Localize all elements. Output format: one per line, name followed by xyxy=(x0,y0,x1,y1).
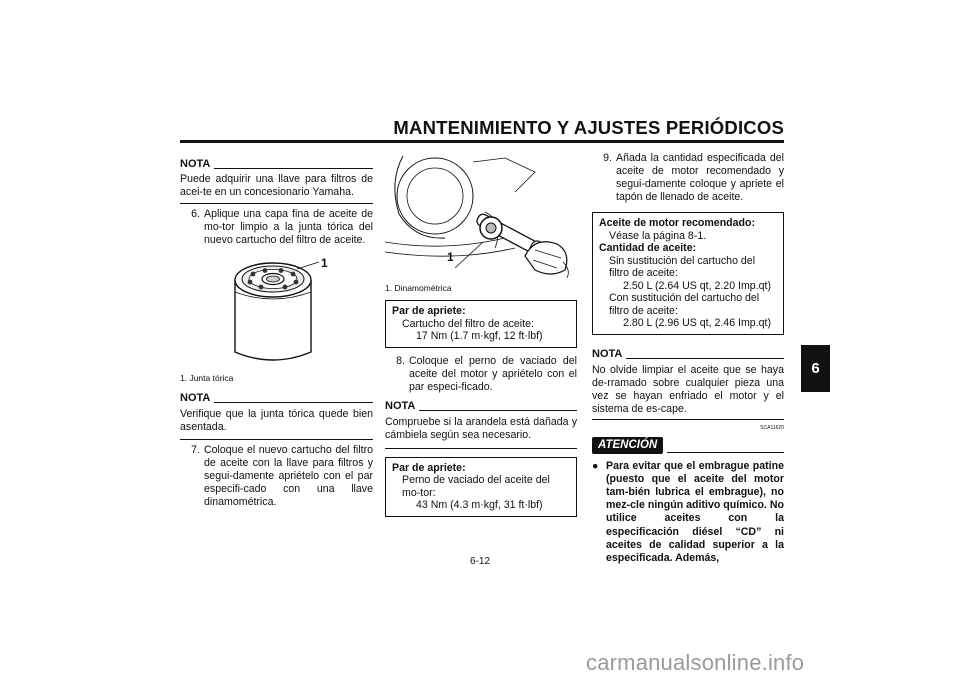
nota-text: No olvide limpiar el aceite que se haya de-rramado sobre cualquier pieza una vez se hayan enfriado el motor y el sistema de es-cape. xyxy=(592,363,784,415)
nota-heading xyxy=(180,392,373,405)
step-number: 9. xyxy=(603,152,612,164)
step-9 xyxy=(592,152,784,204)
title-rule xyxy=(180,140,784,143)
column-2 xyxy=(385,300,577,517)
step-7 xyxy=(180,444,373,509)
nota-end-rule xyxy=(385,448,577,449)
bullet-text: Para evitar que el embrague patine (puesto que el aceite del motor tam-bién lubrica el embrague), no mez-cle ningún aditivo químico. No utilice aceites con la especificación diésel “CD” ni aceites de calidad superior a la especificada. Además, xyxy=(606,459,784,564)
quantity-title: Cantidad de aceite: xyxy=(599,242,697,254)
nota-label: NOTA xyxy=(180,158,211,170)
page-number: 6-12 xyxy=(469,556,490,567)
watermark: carmanualsonline.info xyxy=(586,650,805,675)
quantity-with-filter-value: 2.80 L (2.96 US qt, 2.46 Imp.qt) xyxy=(623,317,772,329)
torque-spec-box xyxy=(385,457,577,517)
nota-heading xyxy=(180,158,373,171)
nota-label: NOTA xyxy=(592,347,623,360)
torque-spec-box xyxy=(385,300,577,348)
atencion-label: ATENCIÓN xyxy=(592,437,663,454)
quantity-without-filter-value: 2.50 L (2.64 US qt, 2.20 Imp.qt) xyxy=(623,279,772,292)
step-number: 7. xyxy=(191,444,200,456)
torque-wrench-illustration xyxy=(385,152,577,280)
figure-callout-1: 1 xyxy=(447,250,454,264)
spec-reference: Véase la página 8-1. xyxy=(609,229,707,242)
step-number: 6. xyxy=(191,208,200,220)
figure-caption: 1. Dinamométrica xyxy=(385,283,452,293)
step-number: 8. xyxy=(396,354,405,367)
torque-item: Cartucho del filtro de aceite: xyxy=(402,317,534,330)
torque-value: 43 Nm (4.3 m·kgf, 31 ft·lbf) xyxy=(416,499,543,511)
step-text: Coloque el perno de vaciado del aceite del motor y apriételo con el par especi-ficado. xyxy=(409,354,577,393)
figure-caption: 1. Junta tórica xyxy=(180,373,234,383)
nota-text: Verifique que la junta tórica quede bien asentada. xyxy=(180,408,373,433)
torque-title: Par de apriete: xyxy=(392,305,466,317)
nota-text: Puede adquirir una llave para filtros de acei-te en un concesionario Yamaha. xyxy=(180,173,373,198)
page-title: MANTENIMIENTO Y AJUSTES PERIÓDICOS xyxy=(393,117,784,138)
step-text: Añada la cantidad especificada del aceite de motor recomendado y segui-damente coloque y apriete el tapón de llenado de aceite. xyxy=(616,152,784,203)
spec-title: Aceite de motor recomendado: xyxy=(599,217,755,229)
nota-heading xyxy=(385,400,577,413)
torque-title: Par de apriete: xyxy=(392,461,466,474)
nota-end-rule xyxy=(180,203,373,204)
step-text: Aplique una capa fina de aceite de mo-tor limpio a la junta tórica del nuevo cartucho del filtro de aceite. xyxy=(204,208,373,246)
bullet-dot-icon: ● xyxy=(592,459,599,472)
nota-label: NOTA xyxy=(385,399,416,412)
step-6 xyxy=(180,208,373,247)
quantity-with-filter: Con sustitución del cartucho del filtro de aceite: xyxy=(609,292,760,317)
section-tab: 6 xyxy=(801,345,830,392)
nota-heading xyxy=(592,348,784,361)
torque-item: Perno de vaciado del aceite del mo-tor: xyxy=(402,474,550,499)
nota-label: NOTA xyxy=(180,392,211,404)
figure-callout-1: 1 xyxy=(321,256,328,270)
oil-filter-illustration xyxy=(225,252,335,370)
caution-bullet xyxy=(592,460,784,566)
column-1 xyxy=(180,158,373,247)
column-1-lower xyxy=(180,392,373,509)
nota-text: Compruebe si la arandela está dañada y cámbiela según sea necesario. xyxy=(385,415,577,441)
oil-spec-box xyxy=(592,212,784,335)
step-text: Coloque el nuevo cartucho del filtro de aceite con la llave para filtros y segui-damente apriételo con el par especifi-cado con una llave dinamométrica. xyxy=(204,444,373,508)
atencion-heading xyxy=(592,437,784,454)
nota-end-rule xyxy=(180,439,373,440)
nota-end-rule xyxy=(592,419,784,420)
quantity-without-filter: Sin sustitución del cartucho del filtro de aceite: xyxy=(609,254,756,279)
caution-code: SCA11620 xyxy=(760,424,784,431)
column-3 xyxy=(592,152,784,565)
step-8 xyxy=(385,355,577,394)
torque-value: 17 Nm (1.7 m·kgf, 12 ft·lbf) xyxy=(416,330,543,342)
